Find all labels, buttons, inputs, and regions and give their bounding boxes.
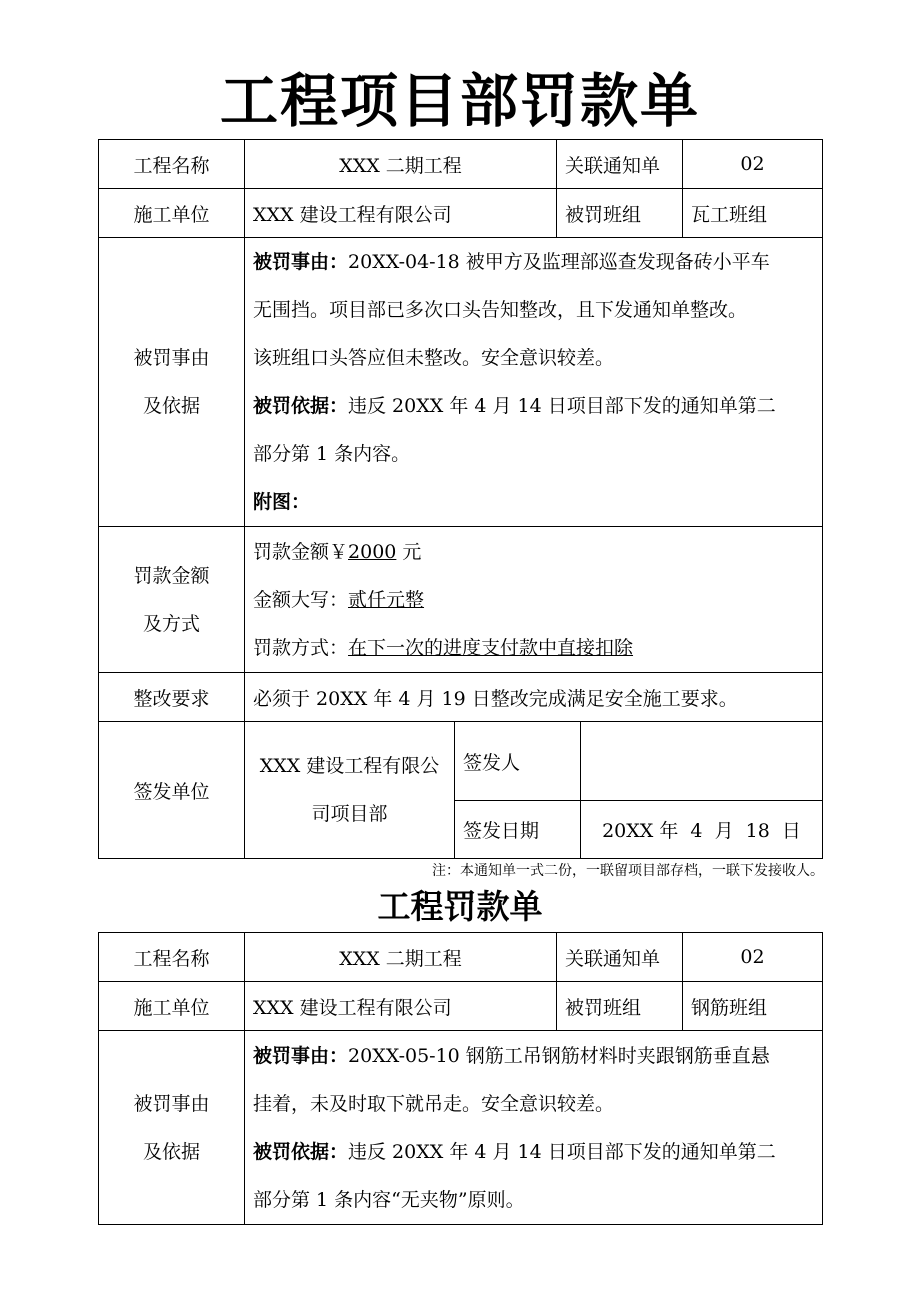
reason-label xyxy=(99,1031,245,1225)
row-contractor xyxy=(99,189,823,238)
reason-title: 被罚事由： xyxy=(253,1044,349,1067)
reason-content xyxy=(245,1031,823,1225)
contractor-value: XXX 建设工程有限公司 xyxy=(245,982,557,1031)
method-prefix: 罚款方式： xyxy=(253,636,349,659)
reason-text-line1: 20XX-04-18 被甲方及监理部巡查发现备砖小平车 xyxy=(348,251,770,273)
project-name-value: XXX 二期工程 xyxy=(245,933,557,982)
signer-value xyxy=(581,722,823,801)
row-project xyxy=(99,933,823,982)
contractor-value: XXX 建设工程有限公司 xyxy=(245,189,557,238)
reason-text-line1: 20XX-05-10 钢筋工吊钢筋材料时夹跟钢筋垂直悬 xyxy=(348,1044,770,1067)
basis-text-line1: 违反 20XX 年 4 月 14 日项目部下发的通知单第二 xyxy=(348,395,776,417)
method-value: 在下一次的进度支付款中直接扣除 xyxy=(348,636,634,659)
project-name-value: XXX 二期工程 xyxy=(245,140,557,189)
issuer-line1: XXX 建设工程有限公 xyxy=(259,755,440,777)
related-notice-value: 02 xyxy=(683,140,823,189)
reason-label xyxy=(99,238,245,527)
team-label: 被罚班组 xyxy=(557,189,683,238)
amount-words-value: 贰仟元整 xyxy=(348,588,425,611)
basis-text-line2: 部分第 1 条内容“无夹物”原则。 xyxy=(253,1188,525,1211)
footnote: 注：本通知单一式二份，一联留项目部存档，一联下发接收人。 xyxy=(432,863,824,879)
basis-text-line1: 违反 20XX 年 4 月 14 日项目部下发的通知单第二 xyxy=(348,1140,776,1163)
fine-label xyxy=(99,527,245,673)
reason-label-line1: 被罚事由 xyxy=(133,347,210,369)
related-notice-label: 关联通知单 xyxy=(557,933,683,982)
rectify-text: 必须于 20XX 年 4 月 19 日整改完成满足安全施工要求。 xyxy=(245,673,823,722)
row-reason xyxy=(99,238,823,527)
row-project xyxy=(99,140,823,189)
contractor-label: 施工单位 xyxy=(99,189,245,238)
issuer-label: 签发单位 xyxy=(99,722,245,859)
row-reason xyxy=(99,1031,823,1225)
reason-label-line1: 被罚事由 xyxy=(133,1092,210,1115)
rectify-label: 整改要求 xyxy=(99,673,245,722)
fine-amount-prefix: 罚款金额￥ xyxy=(253,540,349,563)
related-notice-value: 02 xyxy=(683,933,823,982)
fine-label-line2: 及方式 xyxy=(142,612,200,635)
issuer-value xyxy=(245,722,455,859)
date-value: 20XX 年 4 月 18 日 xyxy=(581,801,823,859)
row-fine xyxy=(99,527,823,673)
reason-content xyxy=(245,238,823,527)
signer-label: 签发人 xyxy=(455,722,581,801)
row-contractor xyxy=(99,982,823,1031)
project-name-label: 工程名称 xyxy=(99,140,245,189)
row-signer xyxy=(99,722,823,801)
reason-text-line3: 该班组口头答应但未整改。安全意识较差。 xyxy=(253,347,615,369)
form1-title: 工程项目部罚款单 xyxy=(219,67,700,135)
reason-text-line2: 无围挡。项目部已多次口头告知整改，且下发通知单整改。 xyxy=(253,299,748,321)
basis-title: 被罚依据： xyxy=(253,395,349,417)
team-label: 被罚班组 xyxy=(557,982,683,1031)
issuer-line2: 司项目部 xyxy=(311,803,388,825)
amount-words-prefix: 金额大写： xyxy=(253,588,349,611)
fine-form-1 xyxy=(98,139,823,859)
reason-label-line2: 及依据 xyxy=(142,395,200,417)
date-label: 签发日期 xyxy=(455,801,581,859)
fine-label-line1: 罚款金额 xyxy=(133,564,210,587)
basis-text-line2: 部分第 1 条内容。 xyxy=(253,443,411,465)
reason-title: 被罚事由： xyxy=(253,251,349,273)
team-value: 钢筋班组 xyxy=(683,982,823,1031)
reason-label-line2: 及依据 xyxy=(142,1140,200,1163)
reason-text-line2: 挂着，未及时取下就吊走。安全意识较差。 xyxy=(253,1092,615,1115)
row-rectify xyxy=(99,673,823,722)
team-value: 瓦工班组 xyxy=(683,189,823,238)
fine-amount-value: 2000 xyxy=(348,540,397,563)
contractor-label: 施工单位 xyxy=(99,982,245,1031)
attachment-label: 附图： xyxy=(253,491,311,513)
basis-title: 被罚依据： xyxy=(253,1140,349,1163)
fine-amount-suffix: 元 xyxy=(396,540,422,563)
form2-title: 工程罚款单 xyxy=(377,887,543,926)
fine-form-2 xyxy=(98,932,823,1225)
related-notice-label: 关联通知单 xyxy=(557,140,683,189)
project-name-label: 工程名称 xyxy=(99,933,245,982)
fine-content xyxy=(245,527,823,673)
